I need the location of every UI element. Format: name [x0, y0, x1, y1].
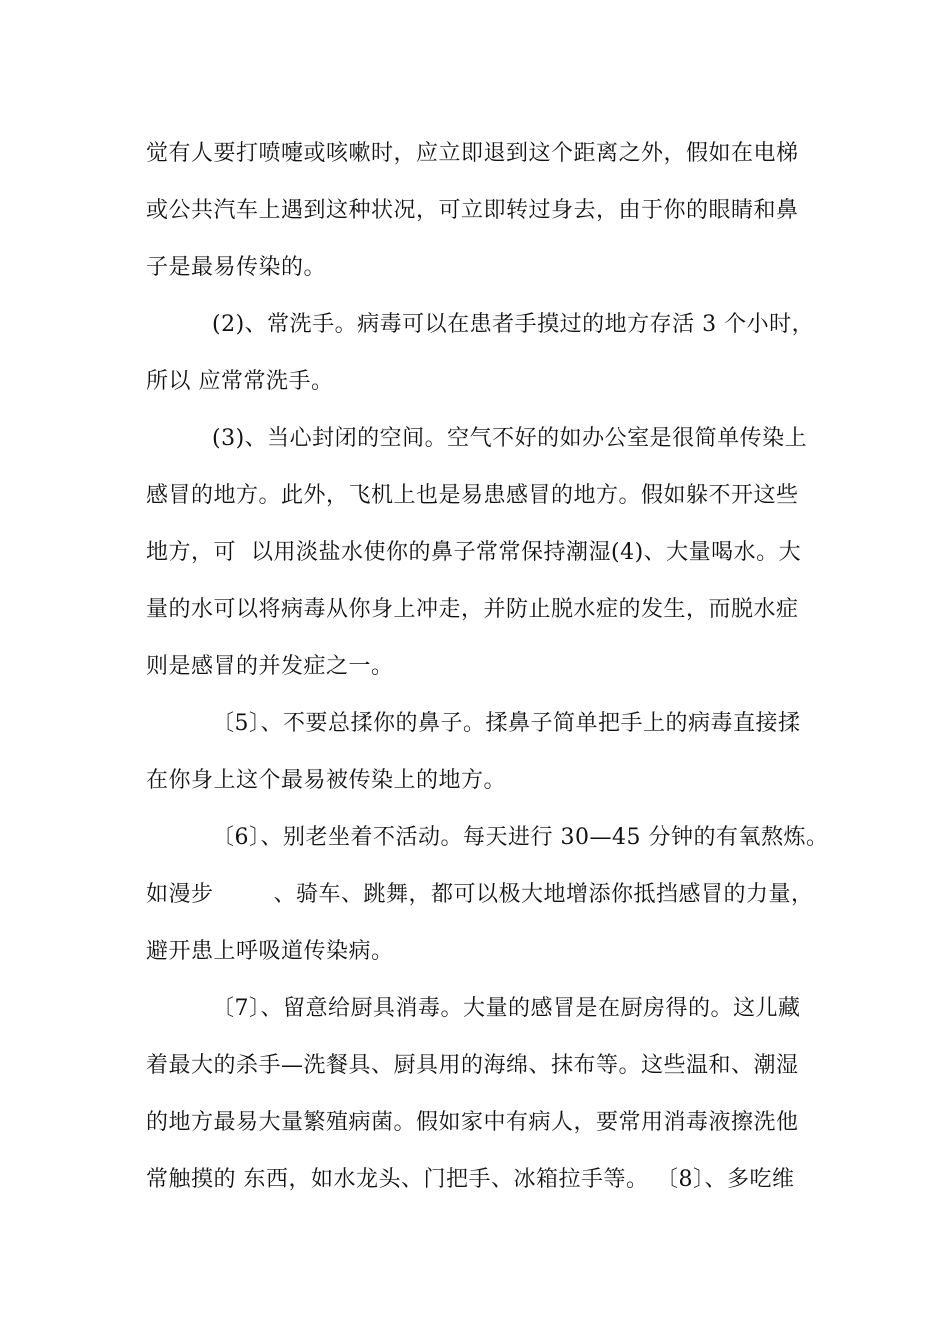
text-line: 避开患上呼吸道传染病。 [146, 939, 394, 964]
paragraph-start-line: (3)、当心封闭的空间。空气不好的如办公室是很简单传染上 [212, 426, 808, 451]
text-line: 量的水可以将病毒从你身上冲走，并防止脱水症的发生，而脱水症 [146, 597, 799, 622]
text-line: 觉有人要打喷嚏或咳嗽时，应立即退到这个距离之外，假如在电梯 [146, 141, 799, 166]
paragraph-start-line: 〔7〕、留意给厨具消毒。大量的感冒是在厨房得的。这儿藏 [212, 996, 801, 1021]
paragraph-start-line: 〔6〕、别老坐着不活动。每天进行 30—45 分钟的有氧熬炼。 [212, 825, 829, 850]
text-line: 则是感冒的并发症之一。 [146, 654, 394, 679]
text-line: 着最大的杀手—洗餐具、厨具用的海绵、抹布等。这些温和、潮湿 [146, 1053, 799, 1078]
text-line: 子是最易传染的。 [146, 255, 327, 280]
paragraph-start-line: (2)、常洗手。病毒可以在患者手摸过的地方存活 3 个小时， [212, 312, 815, 337]
text-line: 在你身上这个最易被传染上的地方。 [146, 768, 507, 793]
text-line: 常触摸的 东西，如水龙头、门把手、冰箱拉手等。 〔8〕、多吃维 [146, 1167, 795, 1192]
text-line: 所以 应常常洗手。 [146, 369, 334, 394]
paragraph-start-line: 〔5〕、不要总揉你的鼻子。揉鼻子简单把手上的病毒直接揉 [212, 711, 801, 736]
text-line: 感冒的地方。此外，飞机上也是易患感冒的地方。假如躲不开这些 [146, 483, 799, 508]
text-line: 的地方最易大量繁殖病菌。假如家中有病人，要常用消毒液擦洗他 [146, 1110, 799, 1135]
text-line: 或公共汽车上遇到这种状况，可立即转过身去，由于你的眼睛和鼻 [146, 198, 799, 223]
text-line: 地方，可 以用淡盐水使你的鼻子常常保持潮湿(4)、大量喝水。大 [146, 540, 802, 565]
text-line: 如漫步 、骑车、跳舞，都可以极大地增添你抵挡感冒的力量， [146, 882, 814, 907]
